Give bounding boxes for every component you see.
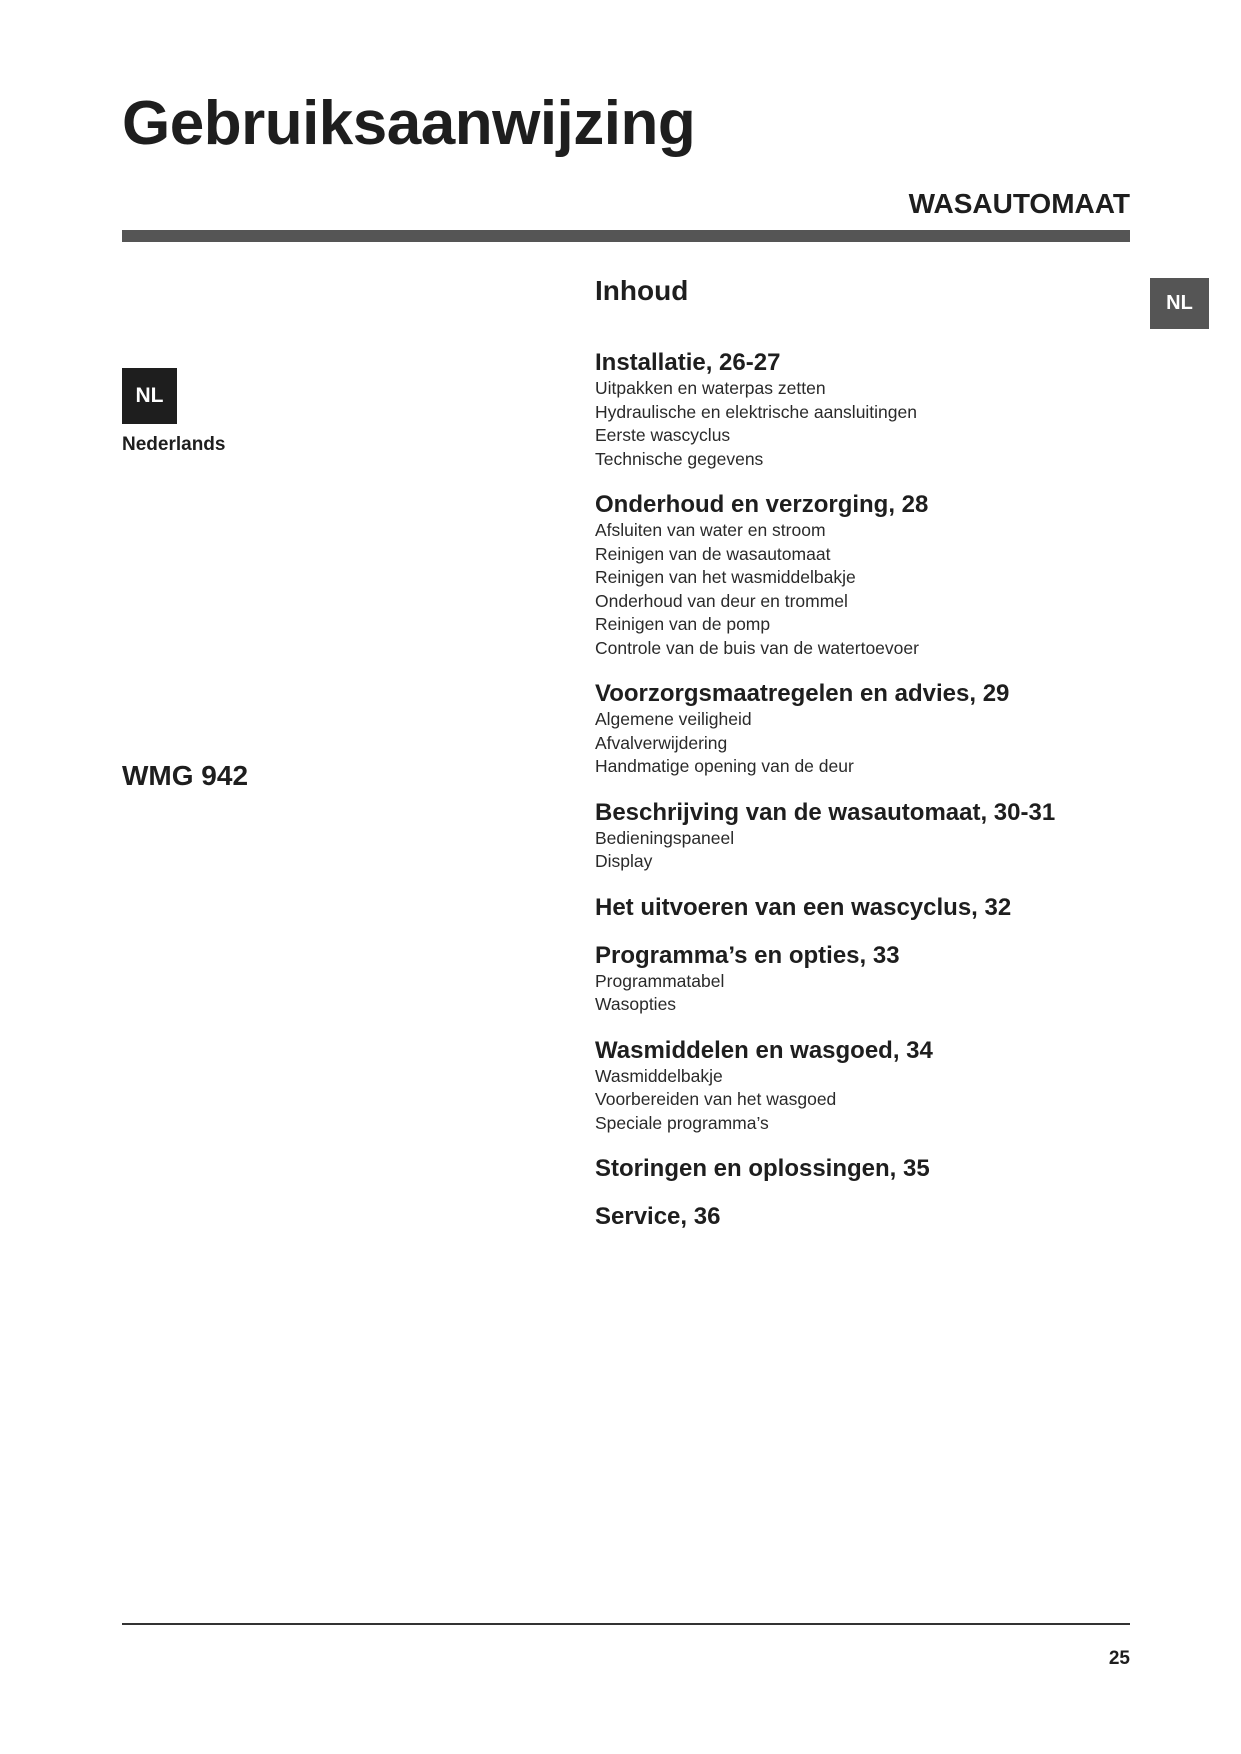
table-of-contents xyxy=(595,273,1135,1251)
toc-item-list xyxy=(595,970,1135,1017)
toc-item: Handmatige opening van de deur xyxy=(595,756,854,776)
toc-heading: Inhoud xyxy=(595,275,689,306)
toc-item: Programmatabel xyxy=(595,970,725,991)
toc-section-title: Onderhoud en verzorging, 28 xyxy=(595,491,929,518)
toc-section-title: Storingen en oplossingen, 35 xyxy=(595,1155,930,1182)
page-title: Gebruiksaanwijzing xyxy=(122,89,696,158)
header-divider xyxy=(122,230,1130,242)
toc-section-title: Wasmiddelen en wasgoed, 34 xyxy=(595,1036,933,1064)
toc-section-title: Installatie, 26-27 xyxy=(595,349,781,376)
toc-section xyxy=(595,799,1135,874)
toc-item: Onderhoud van deur en trommel xyxy=(595,590,848,611)
toc-item-list xyxy=(595,1065,1135,1136)
toc-item: Reinigen van de wasautomaat xyxy=(595,543,831,564)
toc-item-list xyxy=(595,377,1135,471)
page-number: 25 xyxy=(1108,1648,1130,1669)
toc-item-list xyxy=(595,827,1135,874)
toc-item: Reinigen van de pomp xyxy=(595,614,771,634)
toc-section xyxy=(595,1037,1135,1136)
language-tab: NL xyxy=(1150,278,1209,329)
toc-sections xyxy=(595,349,1135,1231)
toc-section xyxy=(595,1155,1135,1183)
toc-section-title: Service, 36 xyxy=(595,1203,721,1230)
toc-item: Wasmiddelbakje xyxy=(595,1065,723,1086)
toc-item: Voorbereiden van het wasgoed xyxy=(595,1089,837,1109)
toc-section xyxy=(595,491,1135,660)
language-badge: NL xyxy=(122,368,177,424)
toc-item: Algemene veiligheid xyxy=(595,709,752,729)
toc-item: Uitpakken en waterpas zetten xyxy=(595,378,826,398)
toc-section-title: Programma’s en opties, 33 xyxy=(595,941,900,969)
toc-item: Reinigen van het wasmiddelbakje xyxy=(595,567,856,587)
toc-section xyxy=(595,349,1135,471)
toc-item: Afsluiten van water en stroom xyxy=(595,520,826,540)
toc-section-title: Het uitvoeren van een wascyclus, 32 xyxy=(595,893,1012,921)
toc-item: Speciale programma’s xyxy=(595,1112,769,1133)
toc-section xyxy=(595,1203,1135,1231)
footer-divider xyxy=(122,1623,1130,1625)
model-name: WMG 942 xyxy=(122,760,249,791)
toc-section xyxy=(595,894,1135,922)
toc-section xyxy=(595,942,1135,1017)
toc-item: Technische gegevens xyxy=(595,448,764,469)
toc-item: Eerste wascyclus xyxy=(595,425,731,445)
toc-item: Display xyxy=(595,851,653,871)
toc-item: Bedieningspaneel xyxy=(595,827,735,848)
toc-item-list xyxy=(595,708,1135,779)
toc-section xyxy=(595,680,1135,779)
language-name: Nederlands xyxy=(122,434,226,455)
toc-item: Afvalverwijdering xyxy=(595,732,728,753)
toc-section-title: Beschrijving van de wasautomaat, 30-31 xyxy=(595,798,1056,826)
product-type: WASAUTOMAAT xyxy=(908,188,1130,219)
toc-item: Controle van de buis van de watertoevoer xyxy=(595,637,919,658)
toc-item-list xyxy=(595,519,1135,660)
toc-item: Hydraulische en elektrische aansluitingen xyxy=(595,401,917,422)
toc-item: Wasopties xyxy=(595,994,677,1014)
toc-section-title: Voorzorgsmaatregelen en advies, 29 xyxy=(595,680,1010,707)
